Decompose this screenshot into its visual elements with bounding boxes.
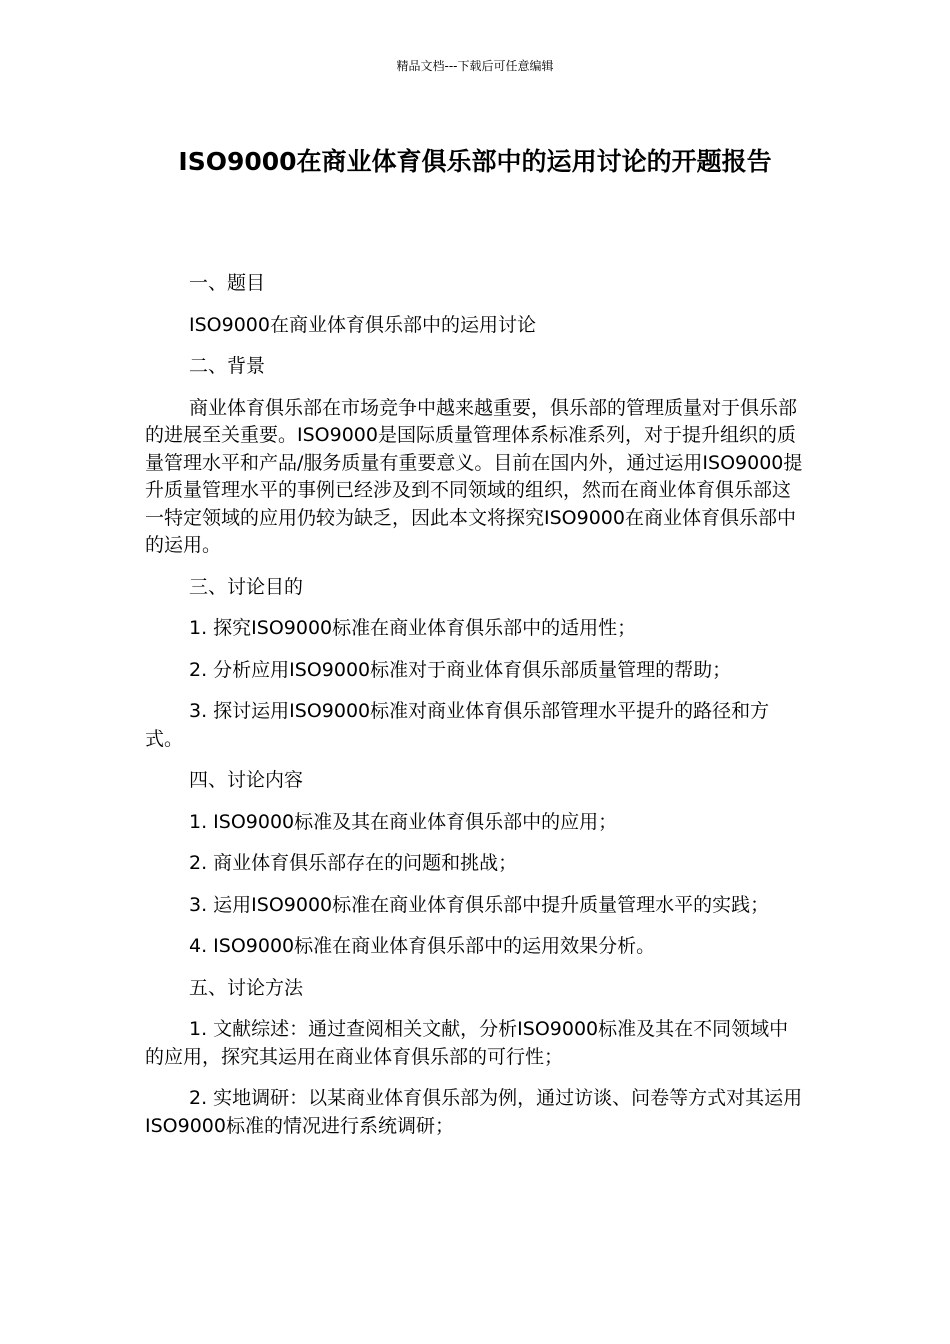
section-heading-content: 四、讨论内容: [189, 769, 304, 791]
content-item: 3. 运用ISO9000标准在商业体育俱乐部中提升质量管理水平的实践；: [189, 893, 770, 916]
section-heading-purpose: 三、讨论目的: [189, 575, 304, 598]
purpose-item: 2. 分析应用ISO9000标准对于商业体育俱乐部质量管理的帮助；: [189, 658, 732, 681]
purpose-item: 1. 探究ISO9000标准在商业体育俱乐部中的适用性；: [189, 617, 637, 639]
content-item: 2. 商业体育俱乐部存在的问题和挑战；: [189, 852, 518, 874]
topic-text: ISO9000在商业体育俱乐部中的运用讨论: [189, 313, 536, 336]
method-item: 2. 实地调研：以某商业体育俱乐部为例，通过访谈、问卷等方式对其运用ISO9000标准的情况进行系统调研；: [145, 1087, 803, 1137]
section-heading-topic: 一、题目: [189, 272, 266, 294]
document-body: [145, 270, 807, 1140]
section-heading-background: 二、背景: [189, 355, 266, 377]
page-header: 精品文档---下载后可任意编辑: [396, 59, 554, 73]
content-item: 4. ISO9000标准在商业体育俱乐部中的运用效果分析。: [189, 935, 656, 957]
section-heading-method: 五、讨论方法: [189, 976, 304, 999]
document-title: ISO9000在商业体育俱乐部中的运用讨论的开题报告: [178, 147, 772, 176]
method-item: 1. 文献综述：通过查阅相关文献，分析ISO9000标准及其在不同领域中的应用，探究其运用在商业体育俱乐部的可行性；: [145, 1018, 789, 1068]
content-item: 1. ISO9000标准及其在商业体育俱乐部中的应用；: [189, 810, 618, 833]
background-paragraph: 商业体育俱乐部在市场竞争中越来越重要，俱乐部的管理质量对于俱乐部的进展至关重要。ISO9000是国际质量管理体系标准系列，对于提升组织的质量管理水平和产品/服务质量有重要意义。目前在国内外，通过运用ISO9000提升质量管理水平的事例已经涉及到不同领域的组织，然而在商业体育俱乐部这一特定领域的应用仍较为缺乏，因此本文将探究ISO9000在商业体育俱乐部中的运用。: [145, 396, 803, 556]
purpose-item: 3. 探讨运用ISO9000标准对商业体育俱乐部管理水平提升的路径和方式。: [145, 700, 770, 750]
